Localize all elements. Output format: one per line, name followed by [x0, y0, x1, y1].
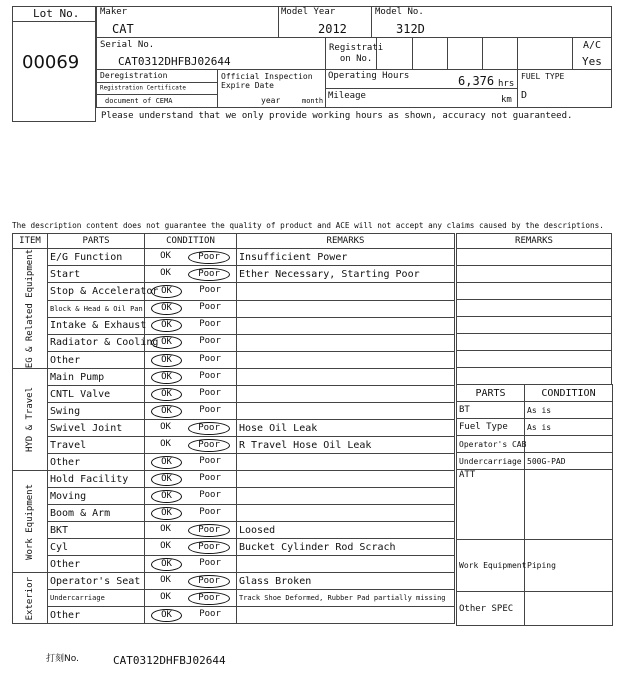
- header-divider: [572, 37, 573, 69]
- ok-option: OK: [151, 336, 182, 349]
- poor-option: Poor: [199, 404, 221, 415]
- poor-option: Poor: [188, 575, 230, 588]
- cema-label: document of CEMA: [105, 97, 173, 105]
- group-label: HYD & Travel: [25, 387, 35, 453]
- table-row: [13, 300, 455, 317]
- part-name: Undercarriage: [48, 590, 145, 607]
- remark-cell: [237, 283, 455, 300]
- remarks-header: REMARKS: [237, 234, 455, 249]
- inspection-label: Official Inspection Expire Date: [221, 72, 313, 90]
- right-parts-table: [456, 384, 613, 626]
- right-remark-cell: [457, 283, 612, 300]
- header-divider: [371, 6, 372, 37]
- part-name: E/G Function: [48, 249, 145, 266]
- table-row: [13, 488, 455, 505]
- condition-cell: [145, 317, 237, 334]
- ok-option: OK: [151, 388, 182, 401]
- mileage-label: Mileage: [328, 91, 366, 101]
- poor-option: Poor: [199, 489, 221, 500]
- right-parts-row: [457, 592, 613, 626]
- header-divider: [278, 6, 279, 37]
- fuel-type-value: D: [521, 90, 528, 101]
- ok-option: OK: [151, 302, 182, 315]
- table-row: [13, 386, 455, 403]
- right-remark-cell: [457, 249, 612, 266]
- condition-cell: [145, 522, 237, 539]
- right-part-name: ATT: [457, 470, 525, 540]
- remark-cell: [237, 300, 455, 317]
- poor-option: Poor: [188, 439, 230, 452]
- ok-option: OK: [151, 473, 182, 486]
- right-remark-cell: [457, 317, 612, 334]
- remark-cell: Loosed: [237, 522, 455, 539]
- table-row: [13, 437, 455, 454]
- remark-cell: [237, 334, 455, 351]
- group-label: Work Equipment: [25, 483, 35, 560]
- poor-option: Poor: [199, 370, 221, 381]
- km-unit: km: [501, 95, 512, 105]
- remark-cell: [237, 505, 455, 522]
- table-header-row: [13, 234, 455, 249]
- poor-option: Poor: [188, 422, 230, 435]
- right-parts-row: [457, 540, 613, 592]
- remark-cell: Ether Necessary, Starting Poor: [237, 266, 455, 283]
- header-divider: [96, 69, 612, 70]
- table-row: [13, 454, 455, 471]
- ok-option: OK: [151, 285, 182, 298]
- part-name: Boom & Arm: [48, 505, 145, 522]
- right-condition-header: CONDITION: [525, 385, 613, 402]
- year-label: year: [261, 96, 281, 105]
- remark-cell: Bucket Cylinder Rod Scrach: [237, 539, 455, 556]
- group-cell: [13, 573, 48, 624]
- right-part-name: BT: [457, 402, 525, 419]
- condition-cell: [145, 334, 237, 351]
- remark-cell: Insufficient Power: [237, 249, 455, 266]
- right-part-name: Fuel Type: [457, 419, 525, 436]
- condition-cell: [145, 386, 237, 403]
- right-parts-row: [457, 419, 613, 436]
- right-parts-row: [457, 436, 613, 453]
- right-remark-cell: [457, 368, 612, 385]
- condition-cell: [145, 352, 237, 369]
- operating-hours-label: Operating Hours: [328, 71, 410, 81]
- poor-option: Poor: [199, 353, 221, 364]
- group-cell: [13, 471, 48, 573]
- table-row: [13, 539, 455, 556]
- part-name: BKT: [48, 522, 145, 539]
- part-name: Swivel Joint: [48, 420, 145, 437]
- disclaimer: The description content does not guarantee the quality of product and ACE will not accept any claims caused by the descriptions.: [12, 221, 604, 230]
- right-part-condition: Piping: [525, 540, 613, 592]
- header-divider: [217, 69, 218, 108]
- table-row: [13, 369, 455, 386]
- poor-option: Poor: [199, 387, 221, 398]
- right-part-condition: As is: [525, 419, 613, 436]
- part-name: Stop & Accelerator: [48, 283, 145, 300]
- right-parts-row: [457, 470, 613, 540]
- ok-option: OK: [160, 540, 171, 551]
- remark-cell: R Travel Hose Oil Leak: [237, 437, 455, 454]
- condition-cell: [145, 556, 237, 573]
- right-part-condition: [525, 436, 613, 453]
- condition-cell: [145, 488, 237, 505]
- condition-cell: [145, 539, 237, 556]
- right-remark-row: [457, 283, 612, 300]
- condition-cell: [145, 300, 237, 317]
- part-name: Start: [48, 266, 145, 283]
- ok-option: OK: [151, 507, 182, 520]
- lot-number: 00069: [22, 52, 80, 73]
- poor-option: Poor: [188, 524, 230, 537]
- poor-option: Poor: [188, 592, 230, 605]
- ok-option: OK: [160, 591, 171, 602]
- right-remark-row: [457, 249, 612, 266]
- right-part-name: Undercarriage: [457, 453, 525, 470]
- model-year-value: 2012: [318, 22, 347, 36]
- deregistration-label: Deregistration: [100, 71, 168, 80]
- part-name: Travel: [48, 437, 145, 454]
- header-divider: [96, 82, 217, 83]
- right-parts-row: [457, 453, 613, 470]
- right-parts-header: PARTS: [457, 385, 525, 402]
- right-remark-cell: [457, 334, 612, 351]
- header-divider: [96, 37, 612, 38]
- part-name: Main Pump: [48, 369, 145, 386]
- table-row: [13, 352, 455, 369]
- part-name: Other: [48, 352, 145, 369]
- condition-cell: [145, 420, 237, 437]
- right-remarks-table: [456, 233, 612, 385]
- ok-option: OK: [151, 371, 182, 384]
- model-year-label: Model Year: [281, 7, 336, 17]
- table-row: [13, 403, 455, 420]
- table-row: [13, 471, 455, 488]
- right-parts-header-row: [457, 385, 613, 402]
- ac-value: Yes: [582, 55, 602, 68]
- inspection-table: [12, 233, 455, 624]
- right-remark-cell: [457, 300, 612, 317]
- poor-option: Poor: [199, 506, 221, 517]
- remark-cell: [237, 454, 455, 471]
- footer-label: 打刻No.: [46, 654, 79, 664]
- remark-cell: Glass Broken: [237, 573, 455, 590]
- right-remark-row: [457, 300, 612, 317]
- ok-option: OK: [151, 609, 182, 622]
- right-part-name: Work Equipment: [457, 540, 525, 592]
- condition-cell: [145, 590, 237, 607]
- ok-option: OK: [160, 267, 171, 278]
- footer-value: CAT0312DHFBJ02644: [113, 654, 226, 667]
- poor-option: Poor: [199, 319, 221, 330]
- group-cell: [13, 369, 48, 471]
- header-divider: [325, 88, 517, 89]
- condition-header: CONDITION: [145, 234, 237, 249]
- remark-cell: [237, 352, 455, 369]
- poor-option: Poor: [199, 336, 221, 347]
- condition-cell: [145, 403, 237, 420]
- table-row: [13, 607, 455, 624]
- right-remark-row: [457, 351, 612, 368]
- right-remark-row: [457, 266, 612, 283]
- parts-header: PARTS: [48, 234, 145, 249]
- ok-option: OK: [160, 250, 171, 261]
- part-name: Operator's Seat: [48, 573, 145, 590]
- remark-cell: [237, 471, 455, 488]
- poor-option: Poor: [199, 608, 221, 619]
- poor-option: Poor: [199, 284, 221, 295]
- serial-label: Serial No.: [100, 40, 155, 50]
- right-remark-row: [457, 334, 612, 351]
- part-name: Swing: [48, 403, 145, 420]
- poor-option: Poor: [188, 268, 230, 281]
- lot-label: Lot No.: [33, 7, 80, 20]
- remark-cell: [237, 488, 455, 505]
- ac-label: A/C: [583, 40, 602, 51]
- part-name: Moving: [48, 488, 145, 505]
- right-part-condition: As is: [525, 402, 613, 419]
- fuel-type-label: FUEL TYPE: [521, 72, 565, 81]
- remark-cell: [237, 317, 455, 334]
- ok-option: OK: [160, 438, 171, 449]
- table-row: [13, 522, 455, 539]
- group-label: EG & Related Equipment: [25, 249, 35, 369]
- maker-value: CAT: [112, 22, 134, 36]
- condition-cell: [145, 249, 237, 266]
- table-row: [13, 334, 455, 351]
- part-name: Block & Head & Oil Pan: [48, 300, 145, 317]
- table-row: [13, 573, 455, 590]
- poor-option: Poor: [199, 472, 221, 483]
- part-name: Radiator & Cooling: [48, 334, 145, 351]
- table-row: [13, 590, 455, 607]
- part-name: Hold Facility: [48, 471, 145, 488]
- condition-cell: [145, 471, 237, 488]
- poor-option: Poor: [188, 541, 230, 554]
- right-part-condition: 500G-PAD: [525, 453, 613, 470]
- item-header: ITEM: [13, 234, 48, 249]
- header-divider: [482, 37, 483, 69]
- ok-option: OK: [160, 421, 171, 432]
- right-part-condition: [525, 592, 613, 626]
- condition-cell: [145, 607, 237, 624]
- remark-cell: [237, 386, 455, 403]
- model-no-value: 312D: [396, 22, 425, 36]
- registration-label: Registrati on No.: [329, 43, 384, 64]
- remark-cell: Hose Oil Leak: [237, 420, 455, 437]
- model-no-label: Model No.: [375, 7, 424, 17]
- poor-option: Poor: [199, 557, 221, 568]
- header-divider: [447, 37, 448, 69]
- ok-option: OK: [151, 490, 182, 503]
- part-name: Intake & Exhaust: [48, 317, 145, 334]
- part-name: CNTL Valve: [48, 386, 145, 403]
- right-remark-cell: [457, 351, 612, 368]
- ok-option: OK: [151, 558, 182, 571]
- right-part-name: Other SPEC: [457, 592, 525, 626]
- poor-option: Poor: [188, 251, 230, 264]
- header-divider: [96, 94, 217, 95]
- part-name: Other: [48, 556, 145, 573]
- condition-cell: [145, 573, 237, 590]
- table-row: [13, 283, 455, 300]
- condition-cell: [145, 369, 237, 386]
- right-remark-row: [457, 368, 612, 385]
- table-row: [13, 317, 455, 334]
- table-row: [13, 266, 455, 283]
- ok-option: OK: [151, 354, 182, 367]
- ok-option: OK: [160, 574, 171, 585]
- header-divider: [517, 37, 518, 108]
- remark-cell: [237, 369, 455, 386]
- remark-cell: [237, 403, 455, 420]
- ok-option: OK: [160, 523, 171, 534]
- serial-value: CAT0312DHFBJ02644: [118, 55, 231, 68]
- ok-option: OK: [151, 405, 182, 418]
- table-row: [13, 249, 455, 266]
- poor-option: Poor: [199, 455, 221, 466]
- reg-certificate-label: Registration Certificate: [100, 84, 186, 91]
- maker-label: Maker: [100, 7, 128, 17]
- remark-cell: Track Shoe Deformed, Rubber Pad partially missing: [237, 590, 455, 607]
- right-part-name: Operator's CAB: [457, 436, 525, 453]
- remark-cell: [237, 607, 455, 624]
- table-row: [13, 505, 455, 522]
- hrs-unit: hrs: [498, 79, 515, 89]
- part-name: Other: [48, 454, 145, 471]
- group-cell: [13, 249, 48, 369]
- part-name: Other: [48, 607, 145, 624]
- remark-cell: [237, 556, 455, 573]
- right-remark-cell: [457, 266, 612, 283]
- hours-notice: Please understand that we only provide working hours as shown, accuracy not guaranteed.: [101, 111, 573, 121]
- poor-option: Poor: [199, 302, 221, 313]
- operating-hours-value: 6,376: [458, 74, 495, 88]
- ok-option: OK: [151, 319, 182, 332]
- condition-cell: [145, 283, 237, 300]
- header-divider: [412, 37, 413, 69]
- ok-option: OK: [151, 456, 182, 469]
- month-label: month: [302, 97, 324, 105]
- table-row: [13, 420, 455, 437]
- right-remarks-header: REMARKS: [457, 234, 612, 249]
- condition-cell: [145, 505, 237, 522]
- condition-cell: [145, 266, 237, 283]
- part-name: Cyl: [48, 539, 145, 556]
- right-parts-row: [457, 402, 613, 419]
- group-label: Exterior: [25, 576, 35, 620]
- table-row: [13, 556, 455, 573]
- right-remark-row: [457, 317, 612, 334]
- header-divider: [325, 37, 326, 108]
- right-part-condition: [525, 470, 613, 540]
- condition-cell: [145, 437, 237, 454]
- condition-cell: [145, 454, 237, 471]
